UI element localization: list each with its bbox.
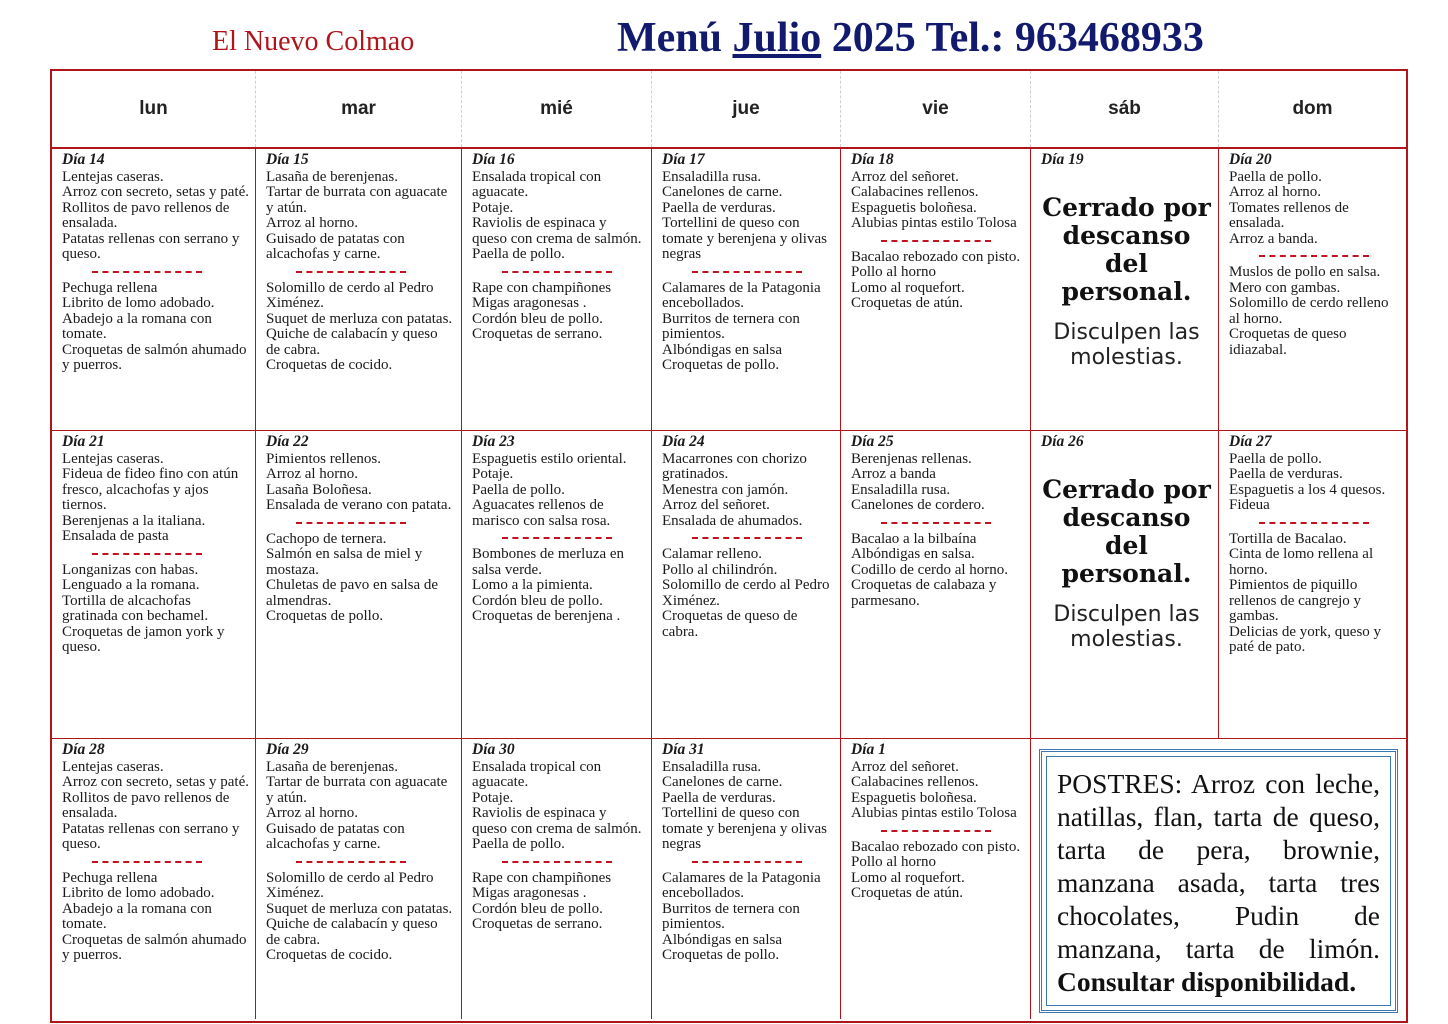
second-course-dish: Croquetas de pollo. <box>662 357 780 373</box>
first-course-dish: Tartar de burrata con aguacate y atún. <box>266 184 448 216</box>
first-course-dish: Tomates rellenos de ensalada. <box>1229 199 1349 231</box>
second-course-dish: Bacalao rebozado con pisto. <box>851 248 1021 265</box>
first-course-dish: Ensaladilla rusa. <box>662 168 762 185</box>
second-course-dish: Burritos de ternera con pimientos. <box>662 900 800 932</box>
second-course-dish: Cordón bleu de pollo. <box>472 310 603 327</box>
course-divider <box>881 240 991 242</box>
second-course-dish: Salmón en salsa de miel y mostaza. <box>266 546 423 578</box>
day-cell <box>652 431 841 738</box>
first-course-dish: Espaguetis estilo oriental. <box>472 450 627 467</box>
first-course-dish: Lasaña de berenjenas. <box>266 168 399 185</box>
first-course-dish: Lentejas caseras. <box>62 450 164 467</box>
course-divider <box>502 537 612 539</box>
first-course-dish: Arroz del señoret. <box>851 758 959 775</box>
second-course-dish: Croquetas de serrano. <box>472 326 603 342</box>
day-label: Día 21 <box>62 433 105 450</box>
first-course-dish: Lasaña de berenjenas. <box>266 758 399 775</box>
second-course-dish: Croquetas de pollo. <box>662 947 780 963</box>
title-prefix: Menú <box>617 15 733 61</box>
first-course-dish: Paella de pollo. <box>472 246 565 262</box>
first-course-dish: Arroz del señoret. <box>662 497 770 513</box>
second-course-dish: Solomillo de cerdo al Pedro Ximénez. <box>662 577 830 609</box>
first-course-dish: Alubias pintas estilo Tolosa <box>851 805 1017 821</box>
day-label: Día 1 <box>851 741 886 758</box>
postres-list: POSTRES: Arroz con leche, natillas, flan, tarta de queso, tarta de pera, brownie, manzana asada, tarta tres chocolates, Pudin de manzana, tarta de limón. <box>1057 768 1380 964</box>
first-course-dish: Potaje. <box>472 199 514 216</box>
second-course-dish: Croquetas de atún. <box>851 295 964 311</box>
course-divider <box>92 553 202 555</box>
first-course-dish: Paella de pollo. <box>1229 168 1322 185</box>
second-course-dish: Pechuga rellena <box>62 279 158 296</box>
second-course-dish: Muslos de pollo en salsa. <box>1229 264 1381 280</box>
second-course-dish: Cordón bleu de pollo. <box>472 900 603 917</box>
course-divider <box>692 537 802 539</box>
weekday-mie: mié <box>462 71 652 147</box>
first-course-dish: Macarrones con chorizo gratinados. <box>662 450 807 482</box>
first-course-dish: Ensalada tropical con aguacate. <box>472 168 602 200</box>
second-course-dish: Tortilla de Bacalao. <box>1229 530 1347 547</box>
restaurant-name: El Nuevo Colmao <box>212 26 415 57</box>
day-cell <box>652 739 841 1019</box>
first-course-dish: Arroz del señoret. <box>851 168 959 185</box>
week-row <box>52 431 1406 739</box>
first-course-dish: Alubias pintas estilo Tolosa <box>851 215 1017 231</box>
second-course-dish: Croquetas de cocido. <box>266 947 393 963</box>
day-cell <box>52 149 256 430</box>
second-course-dish: Croquetas de atún. <box>851 885 964 901</box>
first-course-dish: Espaguetis a los 4 quesos. <box>1229 481 1386 498</box>
first-course-dish: Calabacines rellenos. <box>851 184 979 200</box>
course-divider <box>1259 255 1369 257</box>
first-course-dish: Berenjenas rellenas. <box>851 450 972 467</box>
first-course-dish: Guisado de patatas con alcachofas y carne. <box>266 230 405 262</box>
weekday-lun: lun <box>52 71 256 147</box>
first-course-dish: Paella de verduras. <box>662 199 776 216</box>
day-cell <box>52 739 256 1019</box>
day-cell <box>652 149 841 430</box>
second-course-dish: Croquetas de jamon york y queso. <box>62 623 225 655</box>
day-label: Día 30 <box>472 741 515 758</box>
day-label: Día 23 <box>472 433 515 450</box>
second-course-dish: Librito de lomo adobado. <box>62 295 215 311</box>
day-label: Día 20 <box>1229 151 1272 168</box>
postres-text <box>1046 756 1391 1006</box>
first-course-dish: Berenjenas a la italiana. <box>62 512 206 529</box>
day-label: Día 22 <box>266 433 309 450</box>
day-cell <box>1219 431 1406 738</box>
day-cell <box>1031 431 1219 738</box>
second-course-dish: Croquetas de queso idiazabal. <box>1229 326 1347 358</box>
first-course-dish: Arroz a banda <box>851 466 936 482</box>
first-course-dish: Arroz con secreto, setas y paté. <box>62 774 250 790</box>
second-course-dish: Quiche de calabacín y queso de cabra. <box>266 326 438 358</box>
course-divider <box>296 522 406 524</box>
first-course-dish: Ensalada de ahumados. <box>662 512 803 529</box>
weekday-mar: mar <box>256 71 462 147</box>
first-course-dish: Potaje. <box>472 466 514 482</box>
second-course-dish: Rape con champiñones <box>472 279 612 296</box>
second-course-dish: Bacalao rebozado con pisto. <box>851 838 1021 855</box>
second-course-dish: Quiche de calabacín y queso de cabra. <box>266 916 438 948</box>
postres-cell <box>1031 739 1406 1019</box>
day-label: Día 17 <box>662 151 705 168</box>
second-course-dish: Migas aragonesas . <box>472 295 587 311</box>
course-divider <box>1259 522 1369 524</box>
first-course-dish: Ensalada de verano con patata. <box>266 497 452 513</box>
day-cell <box>462 149 652 430</box>
course-divider <box>692 861 802 863</box>
first-course-dish: Arroz a banda. <box>1229 230 1318 247</box>
first-course-dish: Rollitos de pavo rellenos de ensalada. <box>62 199 230 231</box>
first-course-dish: Calabacines rellenos. <box>851 774 979 790</box>
first-course-dish: Arroz al horno. <box>1229 184 1322 200</box>
day-label: Día 19 <box>1041 151 1084 168</box>
first-course-dish: Lentejas caseras. <box>62 168 164 185</box>
course-divider <box>881 830 991 832</box>
day-label: Día 18 <box>851 151 894 168</box>
menu-calendar <box>50 69 1408 1023</box>
first-course-dish: Tortellini de queso con tomate y berenjena y olivas negras <box>662 805 827 852</box>
second-course-dish: Cordón bleu de pollo. <box>472 592 603 609</box>
second-course-dish: Mero con gambas. <box>1229 279 1341 296</box>
first-course-dish: Raviolis de espinaca y queso con crema de salmón. <box>472 805 642 837</box>
day-cell <box>841 431 1031 738</box>
second-course-dish: Longanizas con habas. <box>62 561 199 578</box>
first-course-dish: Paella de pollo. <box>472 836 565 852</box>
first-course-dish: Patatas rellenas con serrano y queso. <box>62 820 240 852</box>
second-course-dish: Cachopo de ternera. <box>266 530 387 547</box>
first-course-dish: Ensaladilla rusa. <box>851 481 951 498</box>
second-course-dish: Croquetas de queso de cabra. <box>662 608 798 640</box>
second-course-dish: Delicias de york, queso y paté de pato. <box>1229 623 1382 655</box>
first-course-dish: Paella de pollo. <box>472 481 565 498</box>
second-course-dish: Calamares de la Patagonia encebollados. <box>662 279 821 311</box>
second-course-dish: Burritos de ternera con pimientos. <box>662 310 800 342</box>
second-course-dish: Albóndigas en salsa <box>662 931 782 948</box>
first-course-dish: Lentejas caseras. <box>62 758 164 775</box>
weekday-vie: vie <box>841 71 1031 147</box>
first-course-dish: Fideua de fideo fino con atún fresco, alcachofas y ajos tiernos. <box>62 466 239 513</box>
first-course-dish: Raviolis de espinaca y queso con crema de salmón. <box>472 215 642 247</box>
day-cell <box>256 431 462 738</box>
second-course-dish: Abadejo a la romana con tomate. <box>62 310 212 342</box>
first-course-dish: Patatas rellenas con serrano y queso. <box>62 230 240 262</box>
day-cell <box>52 431 256 738</box>
first-course-dish: Aguacates rellenos de marisco con salsa rosa. <box>472 497 611 529</box>
second-course-dish: Pollo al chilindrón. <box>662 561 778 578</box>
day-label: Día 16 <box>472 151 515 168</box>
first-course-dish: Canelones de carne. <box>662 774 783 790</box>
second-course-dish: Croquetas de calabaza y parmesano. <box>851 577 997 609</box>
first-course-dish: Tortellini de queso con tomate y berenjena y olivas negras <box>662 215 827 262</box>
week-row <box>52 739 1406 1019</box>
closed-apology: Disculpen las molestias. <box>1053 319 1200 370</box>
day-label: Día 14 <box>62 151 105 168</box>
second-course-dish: Librito de lomo adobado. <box>62 885 215 901</box>
first-course-dish: Paella de verduras. <box>662 789 776 806</box>
first-course-dish: Ensaladilla rusa. <box>662 758 762 775</box>
course-divider <box>502 271 612 273</box>
second-course-dish: Albóndigas en salsa. <box>851 546 975 562</box>
second-course-dish: Abadejo a la romana con tomate. <box>62 900 212 932</box>
postres-box <box>1039 749 1398 1013</box>
closed-notice: Cerrado por descanso del personal. <box>1042 192 1211 306</box>
day-label: Día 28 <box>62 741 105 758</box>
second-course-dish: Croquetas de pollo. <box>266 608 384 624</box>
day-cell <box>1219 149 1406 430</box>
first-course-dish: Potaje. <box>472 789 514 806</box>
second-course-dish: Albóndigas en salsa <box>662 341 782 358</box>
second-course-dish: Rape con champiñones <box>472 869 612 886</box>
second-course-dish: Croquetas de berenjena . <box>472 608 621 624</box>
day-cell <box>462 739 652 1019</box>
closed-notice: Cerrado por descanso del personal. <box>1042 474 1211 588</box>
first-course-dish: Rollitos de pavo rellenos de ensalada. <box>62 789 230 821</box>
second-course-dish: Codillo de cerdo al horno. <box>851 561 1009 578</box>
second-course-dish: Tortilla de alcachofas gratinada con bechamel. <box>62 592 209 624</box>
second-course-dish: Suquet de merluza con patatas. <box>266 310 453 327</box>
day-label: Día 25 <box>851 433 894 450</box>
course-divider <box>692 271 802 273</box>
second-course-dish: Pollo al horno <box>851 264 936 280</box>
second-course-dish: Cinta de lomo rellena al horno. <box>1229 546 1374 578</box>
course-divider <box>92 271 202 273</box>
weekday-jue: jue <box>652 71 841 147</box>
second-course-dish: Solomillo de cerdo al Pedro Ximénez. <box>266 869 434 901</box>
first-course-dish: Lasaña Boloñesa. <box>266 481 372 498</box>
weekday-header-row <box>52 71 1406 149</box>
menu-title <box>617 14 1204 62</box>
title-month: Julio <box>732 15 822 61</box>
first-course-dish: Arroz al horno. <box>266 466 359 482</box>
second-course-dish: Lomo al roquefort. <box>851 279 965 296</box>
second-course-dish: Lomo al roquefort. <box>851 869 965 886</box>
first-course-dish: Canelones de cordero. <box>851 497 985 513</box>
day-cell <box>841 149 1031 430</box>
day-cell <box>256 739 462 1019</box>
day-cell <box>256 149 462 430</box>
first-course-dish: Arroz con secreto, setas y paté. <box>62 184 250 200</box>
day-label: Día 24 <box>662 433 705 450</box>
week-row <box>52 149 1406 431</box>
day-cell <box>1031 149 1219 430</box>
second-course-dish: Suquet de merluza con patatas. <box>266 900 453 917</box>
first-course-dish: Tartar de burrata con aguacate y atún. <box>266 774 448 806</box>
second-course-dish: Bombones de merluza en salsa verde. <box>472 546 625 578</box>
second-course-dish: Croquetas de salmón ahumado y puerros. <box>62 931 247 963</box>
weekday-sab: sáb <box>1031 71 1219 147</box>
first-course-dish: Ensalada de pasta <box>62 528 169 544</box>
first-course-dish: Guisado de patatas con alcachofas y carne. <box>266 820 405 852</box>
first-course-dish: Espaguetis boloñesa. <box>851 199 977 216</box>
second-course-dish: Croquetas de serrano. <box>472 916 603 932</box>
second-course-dish: Chuletas de pavo en salsa de almendras. <box>266 577 439 609</box>
first-course-dish: Canelones de carne. <box>662 184 783 200</box>
first-course-dish: Arroz al horno. <box>266 215 359 231</box>
second-course-dish: Lomo a la pimienta. <box>472 577 593 593</box>
course-divider <box>92 861 202 863</box>
first-course-dish: Paella de verduras. <box>1229 466 1343 482</box>
second-course-dish: Lenguado a la romana. <box>62 577 200 593</box>
second-course-dish: Calamar relleno. <box>662 546 762 562</box>
course-divider <box>296 861 406 863</box>
second-course-dish: Solomillo de cerdo relleno al horno. <box>1229 295 1389 327</box>
second-course-dish: Croquetas de salmón ahumado y puerros. <box>62 341 247 373</box>
day-label: Día 31 <box>662 741 705 758</box>
day-label: Día 26 <box>1041 433 1084 450</box>
day-label: Día 15 <box>266 151 309 168</box>
second-course-dish: Pimientos de piquillo rellenos de cangrejo y gambas. <box>1229 577 1362 624</box>
course-divider <box>881 522 991 524</box>
first-course-dish: Fideua <box>1229 497 1270 513</box>
course-divider <box>502 861 612 863</box>
first-course-dish: Arroz al horno. <box>266 805 359 821</box>
weekday-dom: dom <box>1292 98 1333 119</box>
day-label: Día 27 <box>1229 433 1272 450</box>
closed-apology: Disculpen las molestias. <box>1053 601 1200 652</box>
first-course-dish: Espaguetis boloñesa. <box>851 789 977 806</box>
second-course-dish: Pollo al horno <box>851 854 936 870</box>
day-cell <box>841 739 1031 1019</box>
second-course-dish: Solomillo de cerdo al Pedro Ximénez. <box>266 279 434 311</box>
postres-note: Consultar disponibilidad. <box>1057 966 1357 997</box>
second-course-dish: Croquetas de cocido. <box>266 357 393 373</box>
day-cell <box>462 431 652 738</box>
first-course-dish: Pimientos rellenos. <box>266 450 381 467</box>
second-course-dish: Bacalao a la bilbaína <box>851 530 977 547</box>
title-suffix: 2025 Tel.: 963468933 <box>821 15 1204 61</box>
course-divider <box>296 271 406 273</box>
first-course-dish: Ensalada tropical con aguacate. <box>472 758 602 790</box>
second-course-dish: Calamares de la Patagonia encebollados. <box>662 869 821 901</box>
first-course-dish: Paella de pollo. <box>1229 450 1322 467</box>
day-label: Día 29 <box>266 741 309 758</box>
second-course-dish: Migas aragonesas . <box>472 885 587 901</box>
second-course-dish: Pechuga rellena <box>62 869 158 886</box>
first-course-dish: Menestra con jamón. <box>662 481 789 498</box>
